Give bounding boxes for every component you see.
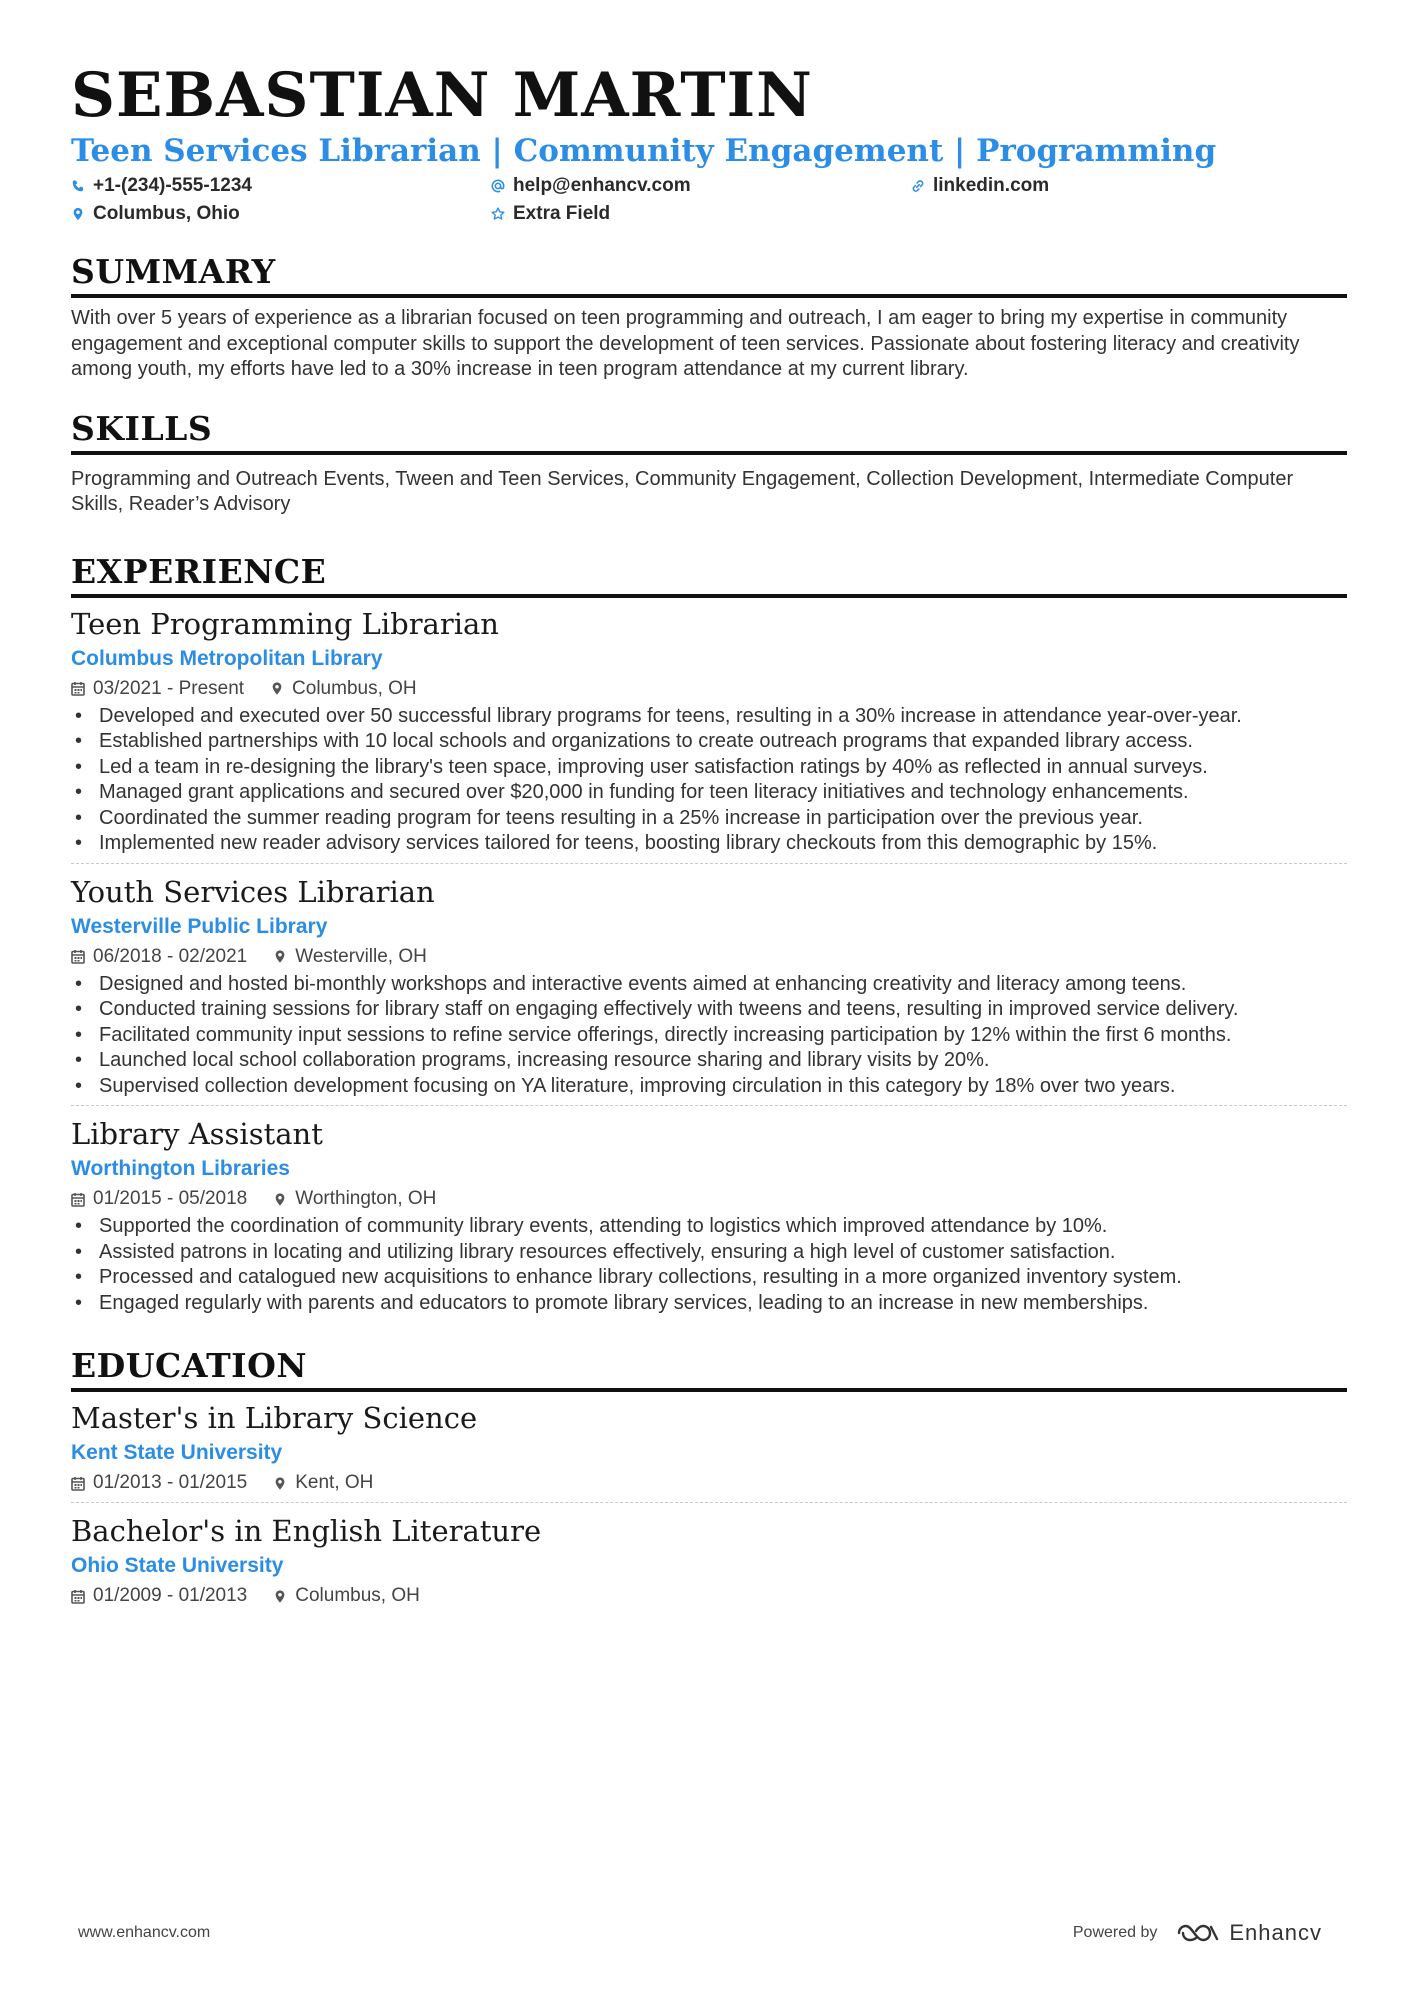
education-meta — [71, 1583, 1347, 1609]
education-dates-text: 01/2009 - 01/2013 — [93, 1585, 248, 1606]
list-item: • Supervised collection development focusing on YA literature, improving circulation in this category by 18% over two years. — [71, 1074, 1347, 1100]
education-dates-text: 01/2013 - 01/2015 — [93, 1472, 248, 1493]
list-item: • Facilitated community input sessions to refine service offerings, directly increasing participation by 12% within the first 6 months. — [71, 1023, 1347, 1049]
job-location — [273, 1186, 436, 1212]
calendar-icon — [71, 1192, 85, 1207]
education-dates — [71, 1583, 247, 1609]
education-entry — [71, 1502, 1347, 1615]
job-location-text: Columbus, OH — [292, 677, 417, 699]
calendar-icon — [71, 1589, 85, 1604]
list-item: • Designed and hosted bi-monthly workshops and interactive events aimed at enhancing creativity and literacy among teens. — [71, 972, 1347, 998]
skills-section — [71, 409, 1347, 518]
list-item: • Supported the coordination of community library events, attending to logistics which improved attendance by 10%. — [71, 1214, 1347, 1240]
list-item: • Led a team in re-designing the library's teen space, improving user satisfaction ratings by 40% as reflected in annual surveys. — [71, 755, 1347, 781]
employer-name: Columbus Metropolitan Library — [71, 646, 383, 670]
location-pin-icon — [273, 1476, 287, 1491]
list-item: • Conducted training sessions for library staff on engaging effectively with tweens and teens, resulting in improved service delivery. — [71, 997, 1347, 1023]
summary-text: With over 5 years of experience as a librarian focused on teen programming and outreach, I am eager to bring my expertise in community engagement and exceptional computer skills to support the development of teen services. Passionate about fostering literacy and creativity among youth, my efforts have led to a 30% increase in teen program attendance at my current library. — [71, 307, 1300, 380]
list-item: • Developed and executed over 50 successful library programs for teens, resulting in a 30% increase in attendance year-over-year. — [71, 704, 1347, 730]
job-title: Youth Services Librarian — [71, 874, 435, 909]
experience-entry — [71, 1105, 1347, 1322]
school-name: Ohio State University — [71, 1554, 284, 1577]
list-item: • Managed grant applications and secured over $20,000 in funding for teen literacy initiatives and technology enhancements. — [71, 780, 1347, 806]
list-item: • Assisted patrons in locating and utilizing library resources effectively, ensuring a high level of customer satisfaction. — [71, 1240, 1347, 1266]
skills-text: Programming and Outreach Events, Tween and Teen Services, Community Engagement, Collection Development, Intermediate Computer Skills, Reader’s Advisory — [71, 467, 1294, 515]
contact-location-text: Columbus, Ohio — [93, 203, 240, 224]
education-entry — [71, 1400, 1347, 1502]
list-item: • Engaged regularly with parents and educators to promote library services, leading to an increase in new memberships. — [71, 1291, 1347, 1317]
link-icon — [911, 179, 925, 193]
contact-email-text: help@enhancv.com — [513, 175, 691, 196]
skills-title: SKILLS — [71, 409, 1347, 455]
education-location-text: Columbus, OH — [295, 1585, 420, 1606]
enhancv-brand[interactable] — [1175, 1920, 1322, 1946]
job-bullets — [71, 972, 1347, 1100]
list-item: • Coordinated the summer reading program for teens resulting in a 25% increase in participation over the previous year. — [71, 806, 1347, 832]
location-pin-icon — [273, 1589, 287, 1604]
education-meta — [71, 1470, 1347, 1496]
education-section — [71, 1346, 1347, 1615]
list-item: • Launched local school collaboration programs, increasing resource sharing and library visits by 20%. — [71, 1048, 1347, 1074]
experience-section — [71, 552, 1347, 1323]
job-dates — [71, 676, 244, 702]
education-location-text: Kent, OH — [295, 1472, 374, 1493]
calendar-icon — [71, 949, 85, 964]
job-location-text: Worthington, OH — [295, 1188, 437, 1209]
education-location — [273, 1583, 420, 1609]
at-icon — [491, 179, 505, 193]
job-dates-text: 06/2018 - 02/2021 — [93, 945, 248, 967]
job-dates — [71, 944, 247, 970]
education-title: EDUCATION — [71, 1346, 1347, 1392]
candidate-name: SEBASTIAN MARTIN — [71, 60, 813, 131]
contact-email[interactable] — [491, 174, 911, 198]
star-icon — [491, 207, 505, 221]
job-location-text: Westerville, OH — [295, 945, 427, 967]
contact-location — [71, 202, 491, 226]
school-name: Kent State University — [71, 1441, 283, 1464]
location-pin-icon — [71, 207, 85, 221]
location-pin-icon — [273, 1192, 287, 1207]
powered-by — [1073, 1920, 1322, 1946]
education-location — [273, 1470, 373, 1496]
enhancv-brand-text: Enhancv — [1229, 1920, 1322, 1945]
contact-linkedin-text: linkedin.com — [933, 175, 1050, 196]
calendar-icon — [71, 1476, 85, 1491]
calendar-icon — [71, 681, 85, 696]
resume-header — [71, 60, 1347, 226]
summary-title: SUMMARY — [71, 252, 1347, 298]
enhancv-logo-icon — [1175, 1921, 1221, 1945]
contact-extra-text: Extra Field — [513, 203, 611, 224]
summary-section — [71, 252, 1347, 383]
job-location — [273, 944, 427, 970]
experience-entry — [71, 863, 1347, 1106]
job-dates — [71, 1186, 247, 1212]
list-item: • Implemented new reader advisory services tailored for teens, boosting library checkouts from this demographic by 15%. — [71, 831, 1347, 857]
job-meta — [71, 676, 1347, 702]
degree-title: Bachelor's in English Literature — [71, 1514, 542, 1548]
experience-entry — [71, 606, 1347, 863]
job-location — [270, 676, 417, 702]
job-bullets — [71, 1214, 1347, 1316]
page-footer — [78, 1920, 1322, 1946]
list-item: • Established partnerships with 10 local schools and organizations to create outreach programs that expanded library access. — [71, 729, 1347, 755]
experience-title: EXPERIENCE — [71, 552, 1347, 598]
contact-extra — [491, 202, 911, 226]
contact-phone[interactable] — [71, 174, 491, 198]
employer-name: Worthington Libraries — [71, 1157, 290, 1180]
location-pin-icon — [270, 681, 284, 696]
list-item: • Processed and catalogued new acquisitions to enhance library collections, resulting in a more organized inventory system. — [71, 1265, 1347, 1291]
education-dates — [71, 1470, 247, 1496]
job-title: Library Assistant — [71, 1117, 323, 1151]
phone-icon — [71, 179, 85, 193]
job-meta — [71, 944, 1347, 970]
job-dates-text: 03/2021 - Present — [93, 677, 245, 699]
powered-by-label: Powered by — [1072, 1924, 1158, 1941]
job-title: Teen Programming Librarian — [71, 606, 499, 641]
degree-title: Master's in Library Science — [71, 1401, 478, 1435]
job-bullets — [71, 704, 1347, 857]
location-pin-icon — [273, 949, 287, 964]
contact-linkedin[interactable] — [911, 174, 1311, 198]
contact-list — [71, 174, 1347, 226]
job-dates-text: 01/2015 - 05/2018 — [93, 1188, 248, 1209]
job-meta — [71, 1186, 1347, 1212]
footer-website[interactable]: www.enhancv.com — [78, 1924, 211, 1941]
candidate-headline: Teen Services Librarian | Community Engagement | Programming — [71, 133, 1217, 169]
contact-phone-text: +1-(234)-555-1234 — [93, 175, 252, 196]
employer-name: Westerville Public Library — [71, 914, 328, 938]
